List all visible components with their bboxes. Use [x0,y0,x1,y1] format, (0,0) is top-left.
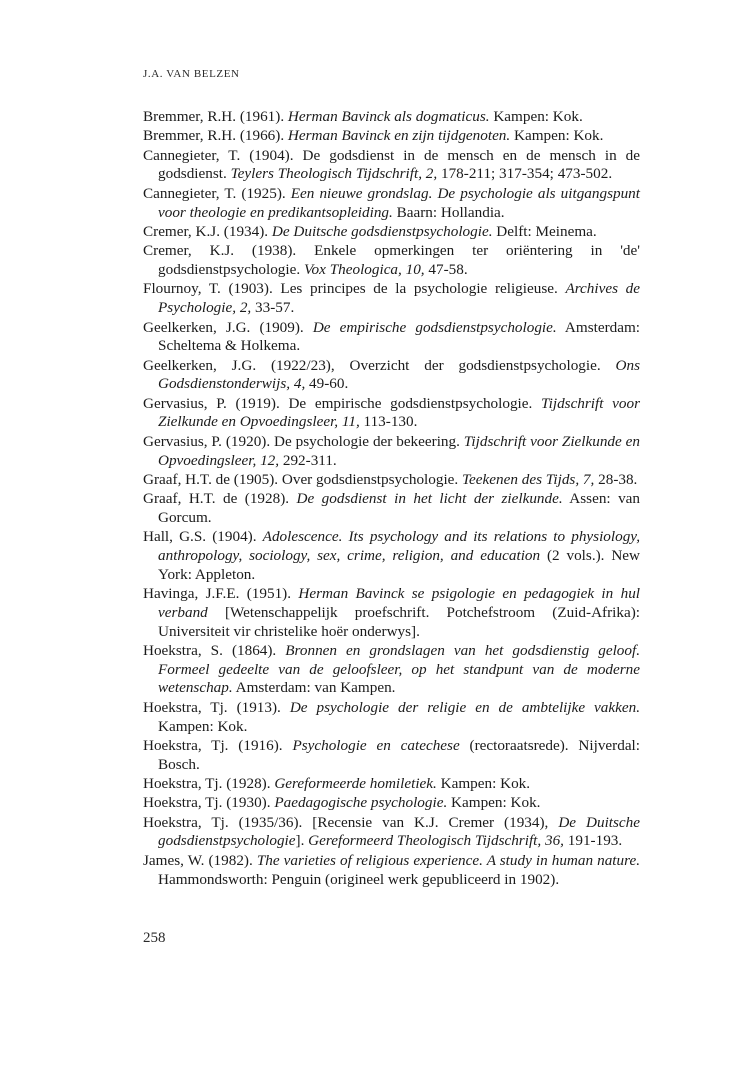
reference-entry [143,528,640,584]
reference-entry [143,280,640,317]
reference-title: Een nieuwe grondslag. De psychologie als uitgangspunt voor theologie en predikantsopleiding. [158,184,640,221]
reference-entry [143,699,640,736]
reference-text: Kampen: Kok. [489,108,583,125]
reference-text: Cannegieter, T. (1925). [143,184,291,202]
reference-entry [143,814,640,851]
reference-title: Teekenen des Tijds, 7, [462,470,595,488]
reference-text: Geelkerken, J.G. (1922/23), Overzicht der godsdienstpsychologie. [143,356,616,374]
reference-text: [Wetenschappelijk proefschrift. Potchefstroom (Zuid-Afrika): Universiteit vir christelike hoër onderwys]. [158,603,640,640]
reference-title: Teylers Theologisch Tijdschrift, 2, [230,165,438,183]
reference-entry [143,395,640,432]
reference-entry [143,127,640,146]
reference-entry [143,147,640,184]
reference-text: Havinga, J.F.E. (1951). [143,585,299,603]
reference-text: ]. [295,832,309,850]
reference-text: 28-38. [594,470,638,488]
reference-text: Graaf, H.T. de (1905). Over godsdienstpsychologie. [143,470,462,488]
reference-text: Geelkerken, J.G. (1909). [143,318,313,336]
reference-title: Gereformeerde homiletiek. [274,774,437,792]
reference-text: Graaf, H.T. de (1928). [143,490,297,508]
reference-title: Adolescence. Its psychology and its relations to physiology, anthropology, sociology, sex, crime, religion, and education [158,528,640,565]
reference-text: Hoekstra, Tj. (1935/36). [Recensie van K.J. Cremer (1934), [143,813,559,831]
reference-title: Vox Theologica, 10, [303,261,425,279]
reference-title: Paedagogische psychologie. [274,794,448,812]
reference-entry [143,852,640,889]
reference-list [143,108,640,890]
page-number: 258 [143,930,166,946]
reference-entry [143,585,640,641]
reference-text: Gervasius, P. (1920). De psychologie der bekeering. [143,432,464,450]
reference-text: 47-58. [424,261,468,279]
reference-text: Cannegieter, T. (1904). De godsdienst in de mensch en de mensch in de godsdienst. [143,146,640,183]
reference-title: De Duitsche godsdienstpsychologie [158,813,640,850]
reference-text: 191-193. [563,832,623,850]
reference-text: Hammondsworth: Penguin (origineel werk gepubliceerd in 1902). [158,870,560,888]
reference-entry [143,737,640,774]
reference-text: James, W. (1982). [143,851,257,869]
reference-title: Tijdschrift voor Zielkunde en Opvoedingsleer, 11, [158,394,640,431]
running-head: J.A. VAN BELZEN [143,68,240,80]
reference-text: Hoekstra, Tj. (1913). [143,698,290,716]
reference-title: De psychologie der religie en de ambtelijke vakken. [289,698,640,716]
reference-text: Bremmer, R.H. (1961). [143,108,288,125]
reference-entry [143,794,640,813]
reference-text: Hoekstra, Tj. (1930). [143,794,275,812]
reference-text: Assen: van Gorcum. [158,490,641,527]
reference-title: De godsdienst in het licht der zielkunde. [296,490,563,508]
reference-entry [143,642,640,698]
reference-entry [143,185,640,222]
reference-title: Herman Bavinck se psigologie en pedagogiek in hul verband [158,585,641,621]
reference-text: Hoekstra, Tj. (1916). [143,736,293,754]
reference-text: Delft: Meinema. [492,222,597,240]
reference-title: Bronnen en grondslagen van het godsdienstig geloof. Formeel gedeelte van de geloofsleer, op het standpunt van de moderne wetenschap. [158,642,640,697]
reference-text: (rectoraatsrede). Nijverdal: Bosch. [158,736,640,773]
reference-text: Hoekstra, S. (1864). [143,642,286,659]
reference-title: The varieties of religious experience. A study in human nature. [256,851,641,869]
reference-text: 178-211; 317-354; 473-502. [437,165,613,183]
reference-text: Kampen: Kok. [447,794,541,812]
reference-text: Gervasius, P. (1919). De empirische godsdienstpsychologie. [143,394,542,412]
reference-text: (2 vols.). New York: Appleton. [158,547,640,583]
reference-entry [143,775,640,794]
reference-text: 49-60. [305,375,349,393]
reference-text: Kampen: Kok. [510,127,604,145]
reference-title: Archives de Psychologie, 2, [158,280,640,317]
reference-text: Cremer, K.J. (1938). Enkele opmerkingen ter oriëntering in 'de' godsdienstpsychologie. [143,242,640,279]
reference-text: Cremer, K.J. (1934). [143,222,272,240]
reference-text: 33-57. [251,299,295,317]
reference-text: Kampen: Kok. [158,717,248,735]
reference-entry [143,433,640,470]
reference-title: Herman Bavinck en zijn tijdgenoten. [287,127,511,145]
reference-title: Ons Godsdienstonderwijs, 4, [158,356,640,393]
reference-text: Amsterdam: van Kampen. [232,679,396,697]
reference-text: 292-311. [279,451,337,469]
reference-text: Kampen: Kok. [436,774,531,792]
reference-title: Herman Bavinck als dogmaticus. [287,108,490,125]
reference-entry [143,490,640,527]
reference-entry [143,242,640,279]
reference-title: Psychologie en catechese [292,736,460,754]
reference-text: Hall, G.S. (1904). [143,528,263,546]
reference-title: De empirische godsdienstpsychologie. [312,318,557,336]
reference-entry [143,108,640,127]
reference-entry [143,223,640,242]
reference-entry [143,471,640,490]
reference-entry [143,319,640,356]
reference-text: Bremmer, R.H. (1966). [143,127,288,145]
reference-title: Gereformeerd Theologisch Tijdschrift, 36, [308,832,564,850]
reference-title: De Duitsche godsdienstpsychologie. [271,222,493,240]
reference-text: Hoekstra, Tj. (1928). [143,774,275,792]
reference-entry [143,357,640,394]
reference-title: Tijdschrift voor Zielkunde en Opvoedingsleer, 12, [158,432,640,469]
reference-text: Flournoy, T. (1903). Les principes de la psychologie religieuse. [143,280,566,298]
reference-text: Baarn: Hollandia. [392,203,505,221]
reference-text: 113-130. [359,413,418,431]
reference-text: Amsterdam: Scheltema & Holkema. [158,318,641,355]
